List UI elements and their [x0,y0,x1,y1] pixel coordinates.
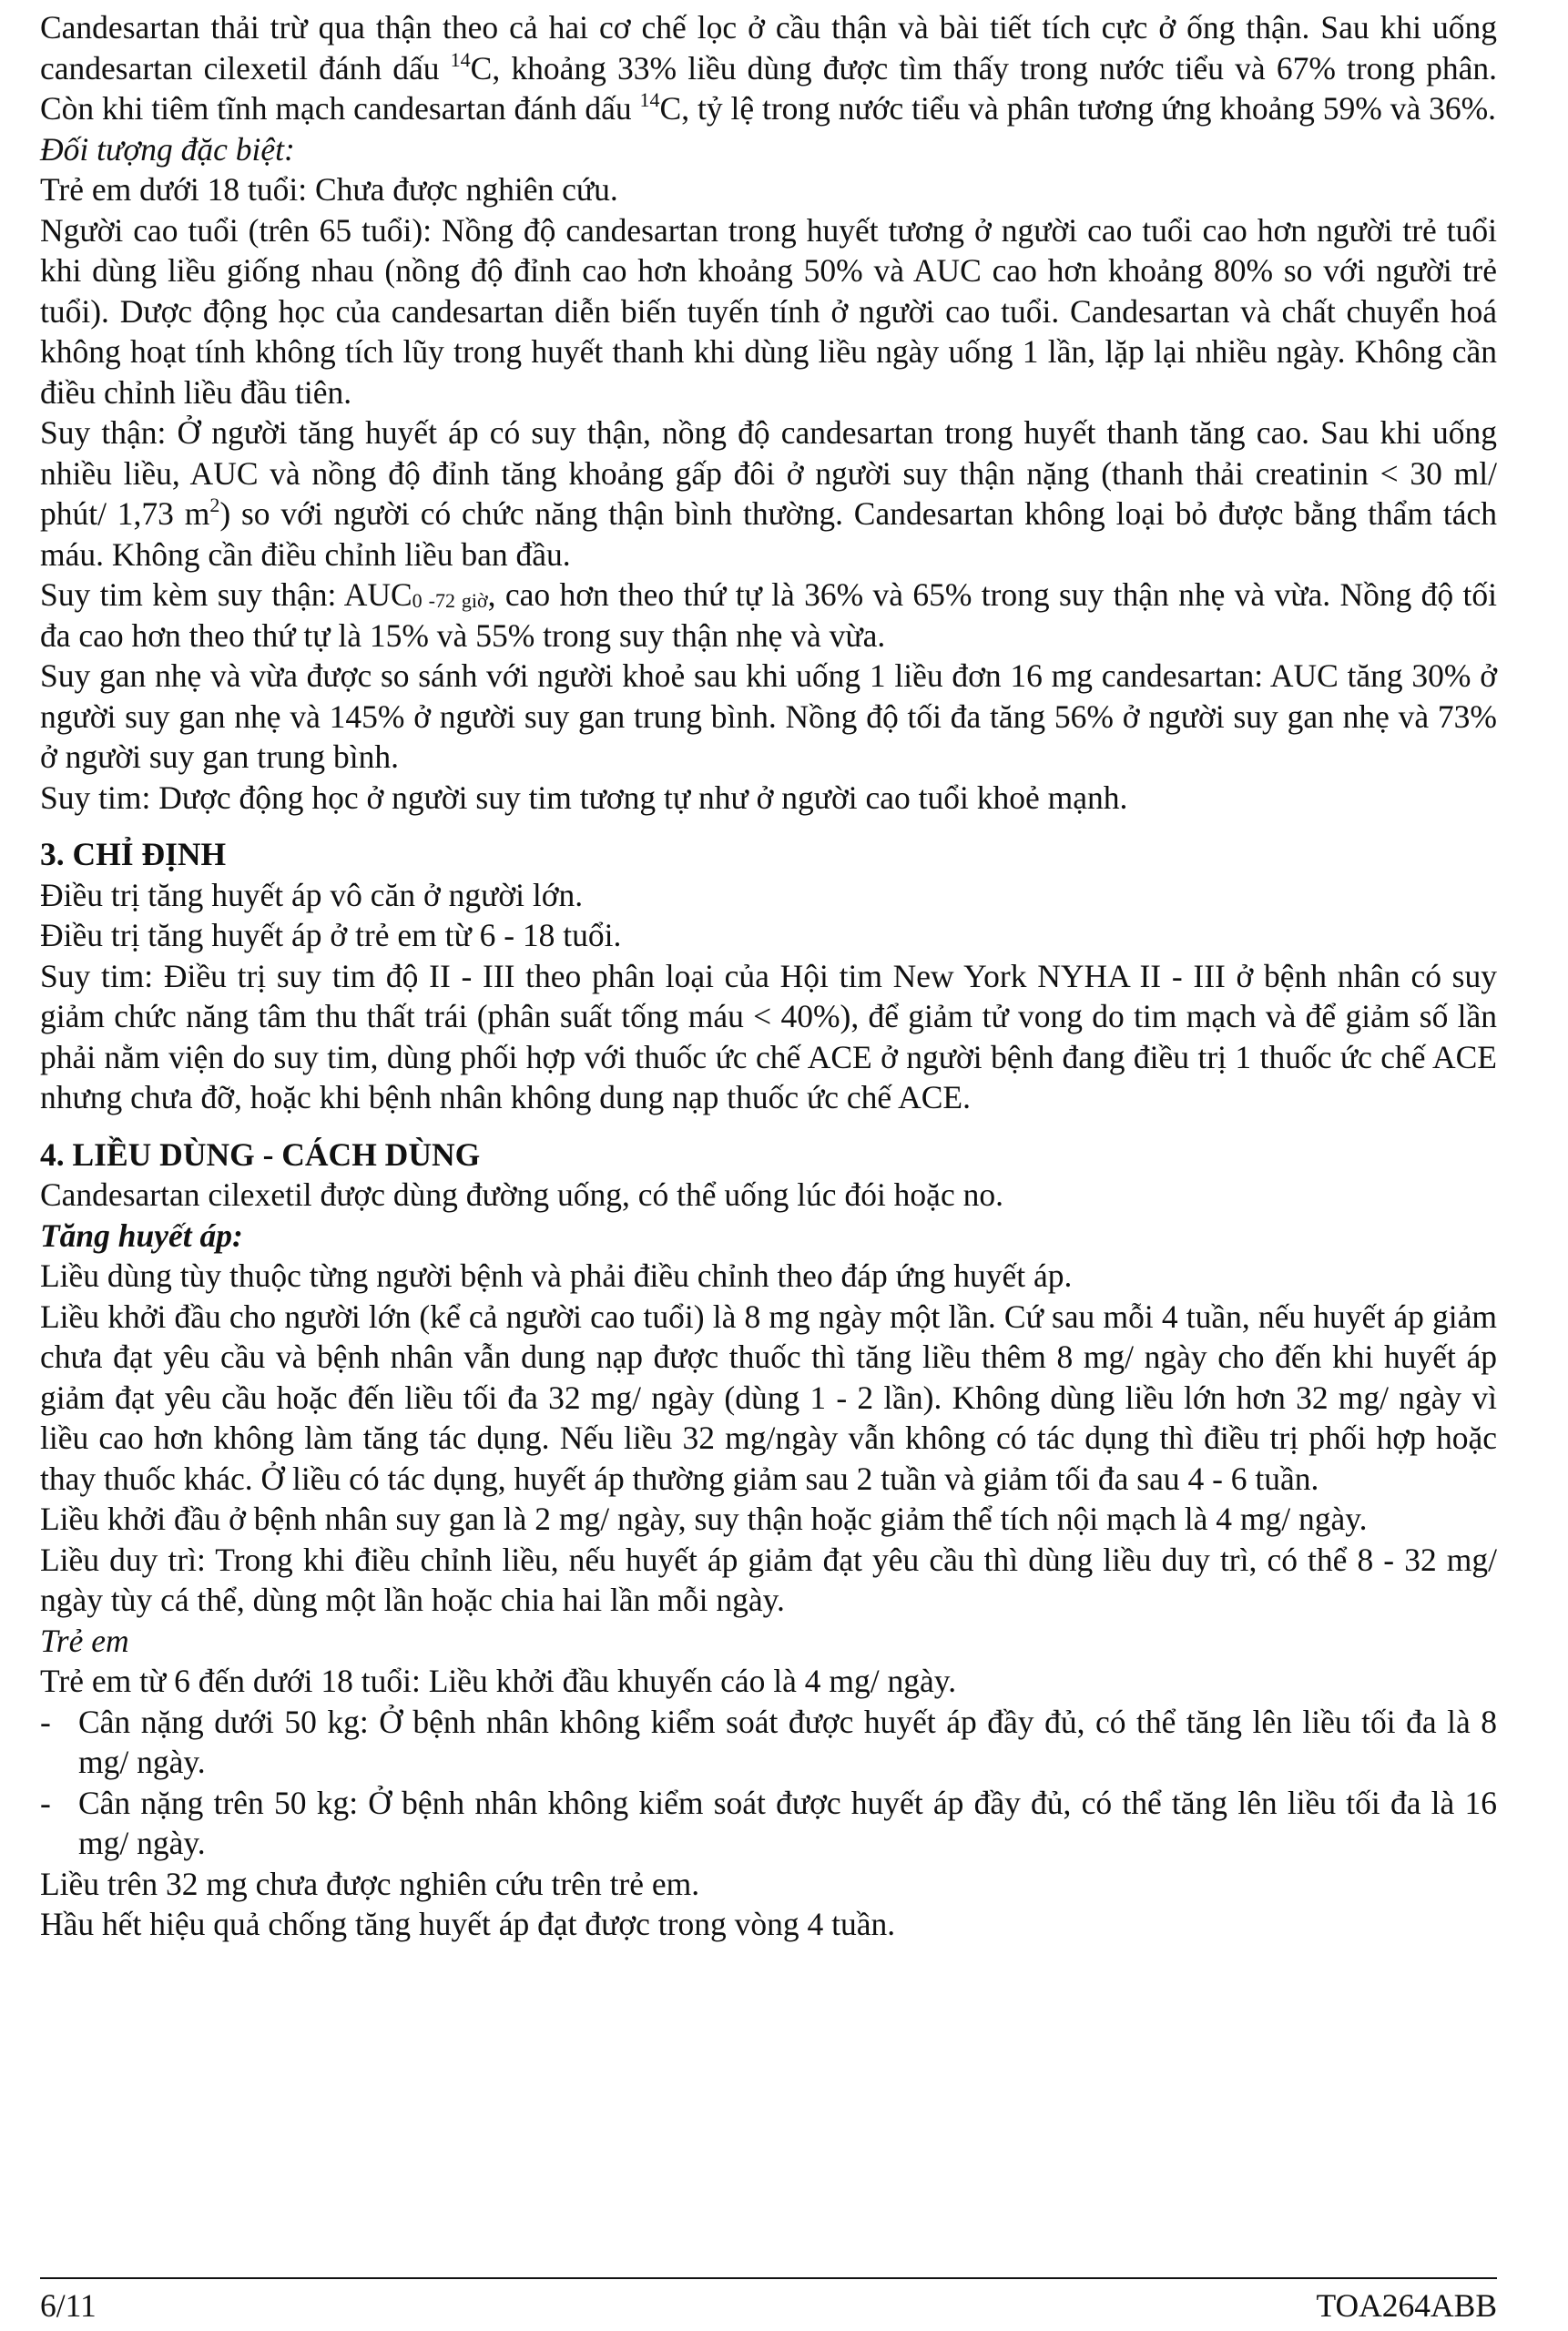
bullet-dash: - [40,1703,51,1740]
dosage-paragraph: Liều dùng tùy thuộc từng người bệnh và phải điều chỉnh theo đáp ứng huyết áp. [40,1257,1073,1294]
isotope-superscript: 14 [450,47,471,71]
auc-subscript: 0 -72 giờ [412,589,488,612]
children-dosage-paragraph: Liều trên 32 mg chưa được nghiên cứu trên trẻ em. [40,1865,700,1902]
children-paragraph: Trẻ em dưới 18 tuổi: Chưa được nghiên cứu. [40,171,618,208]
page-footer [40,2285,1497,2326]
hepatic-paragraph: Suy gan nhẹ và vừa được so sánh với người khoẻ sau khi uống 1 liều đơn 16 mg candesartan: AUC tăng 30% ở người suy gan nhẹ và 145% ở người suy gan trung bình. Nồng độ tối đa tăng 56% ở người suy gan nhẹ và 73% ở người suy gan trung bình. [40,657,1497,775]
indication-item: Điều trị tăng huyết áp ở trẻ em từ 6 - 18 tuổi. [40,917,622,953]
bullet-item: - Cân nặng trên 50 kg: Ở bệnh nhân không kiểm soát được huyết áp đầy đủ, có thể tăng lên liều tối đa là 16 mg/ ngày. [40,1784,1497,1861]
elderly-paragraph: Người cao tuổi (trên 65 tuổi): Nồng độ candesartan trong huyết tương ở người cao tuổi cao hơn người trẻ tuổi khi dùng liều giống nhau (nồng độ đỉnh cao hơn khoảng 50% và AUC cao hơn khoảng 80% so với người trẻ tuổi). Dược động học của candesartan diễn biến tuyến tính ở người cao tuổi. Candesartan và chất chuyển hoá không hoạt tính không tích lũy trong huyết thanh khi dùng liều ngày uống 1 lần, lặp lại nhiều ngày. Không cần điều chỉnh liều đầu tiên. [40,211,1497,411]
special-populations-heading: Đối tượng đặc biệt: [40,130,295,168]
section-4-heading: 4. LIỀU DÙNG - CÁCH DÙNG [40,1135,481,1173]
indication-item: Điều trị tăng huyết áp vô căn ở người lớn. [40,876,584,913]
isotope-superscript: 14 [639,88,660,111]
renal-paragraph: Suy thận: Ở người tăng huyết áp có suy thận, nồng độ candesartan trong huyết thanh tăng cao. Sau khi uống nhiều liều, AUC và nồng độ đỉnh tăng khoảng gấp đôi ở người suy thận nặng (thanh thải creatinin < 30 ml/ phút/ 1,73 $m^2$) so với người có chức năng thận bình thường. Candesartan không loại bỏ được bằng thẩm tách máu. Không cần điều chỉnh liều ban đầu. [40,414,1497,573]
children-heading: Trẻ em [40,1622,129,1659]
dosage-paragraph: Liều khởi đầu ở bệnh nhân suy gan là 2 mg/ ngày, suy thận hoặc giảm thể tích nội mạch là 4 mg/ ngày. [40,1501,1368,1537]
indication-item: Suy tim: Điều trị suy tim độ II - III theo phân loại của Hội tim New York NYHA II - III ở bệnh nhân có suy giảm chức năng tâm thu thất trái (phân suất tống máu < 40%), để giảm tử vong do tim mạch và để giảm số lần phải nằm viện do suy tim, dùng phối hợp với thuốc ức chế ACE ở người bệnh đang điều trị 1 thuốc ức chế ACE nhưng chưa đỡ, hoặc khi bệnh nhân không dung nạp thuốc ức chế ACE. [40,957,1497,1115]
dosage-paragraph: Liều duy trì: Trong khi điều chỉnh liều, nếu huyết áp giảm đạt yêu cầu thì dùng liều duy trì, có thể 8 - 32 mg/ ngày tùy cá thể, dùng một lần hoặc chia hai lần mỗi ngày. [40,1541,1497,1618]
footer-divider [40,2277,1497,2279]
hypertension-heading: Tăng huyết áp: [40,1216,243,1254]
page-number: 6/11 [40,2287,97,2324]
dosage-paragraph: Liều khởi đầu cho người lớn (kể cả người cao tuổi) là 8 mg ngày một lần. Cứ sau mỗi 4 tuần, nếu huyết áp giảm chưa đạt yêu cầu và bệnh nhân vẫn dung nạp được thuốc thì tăng liều thêm 8 mg/ ngày cho đến khi huyết áp giảm đạt yêu cầu hoặc đến liều tối đa 32 mg/ ngày (dùng 1 - 2 lần). Không dùng liều lớn hơn 32 mg/ ngày vì liều cao hơn không làm tăng tác dụng. Nếu liều 32 mg/ngày vẫn không có tác dụng thì điều trị phối hợp hoặc thay thuốc khác. Ở liều có tác dụng, huyết áp thường giảm sau 2 tuần và giảm tối đa sau 4 - 6 tuần. [40,1298,1497,1497]
bullet-item: - Cân nặng dưới 50 kg: Ở bệnh nhân không kiểm soát được huyết áp đầy đủ, có thể tăng lên liều tối đa là 8 mg/ ngày. [40,1703,1497,1780]
dosage-paragraph: Candesartan cilexetil được dùng đường uống, có thể uống lúc đói hoặc no. [40,1176,1003,1213]
section-3-heading: 3. CHỈ ĐỊNH [40,836,227,872]
children-dosage-paragraph: Trẻ em từ 6 đến dưới 18 tuổi: Liều khởi đầu khuyến cáo là 4 mg/ ngày. [40,1663,957,1699]
document-page [40,7,1497,1945]
heart-failure-paragraph: Suy tim: Dược động học ở người suy tim tương tự như ở người cao tuổi khoẻ mạnh. [40,779,1128,816]
bullet-dash: - [40,1784,51,1821]
document-code: TOA264ABB [1316,2287,1497,2324]
children-dosage-paragraph: Hầu hết hiệu quả chống tăng huyết áp đạt được trong vòng 4 tuần. [40,1906,896,1942]
excretion-paragraph: Candesartan thải trừ qua thận theo cả hai cơ chế lọc ở cầu thận và bài tiết tích cực ở ống thận. Sau khi uống candesartan cilexetil đánh dấu $^{14}$C, khoảng 33% liều dùng được tìm thấy trong nước tiểu và 67% trong phân. Còn khi tiêm tĩnh mạch candesartan đánh dấu $^{14}$C, tỷ lệ trong nước tiểu và phân tương ứng khoảng 59% và 36%. [40,9,1497,127]
unit-superscript: 2 [209,494,220,516]
heart-failure-renal-paragraph: Suy tim kèm suy thận: $AUC_{0 -72 giờ}$, cao hơn theo thứ tự là 36% và 65% trong suy thận nhẹ và vừa. Nồng độ tối đa cao hơn theo thứ tự là 15% và 55% trong suy thận nhẹ và vừa. [40,576,1497,654]
